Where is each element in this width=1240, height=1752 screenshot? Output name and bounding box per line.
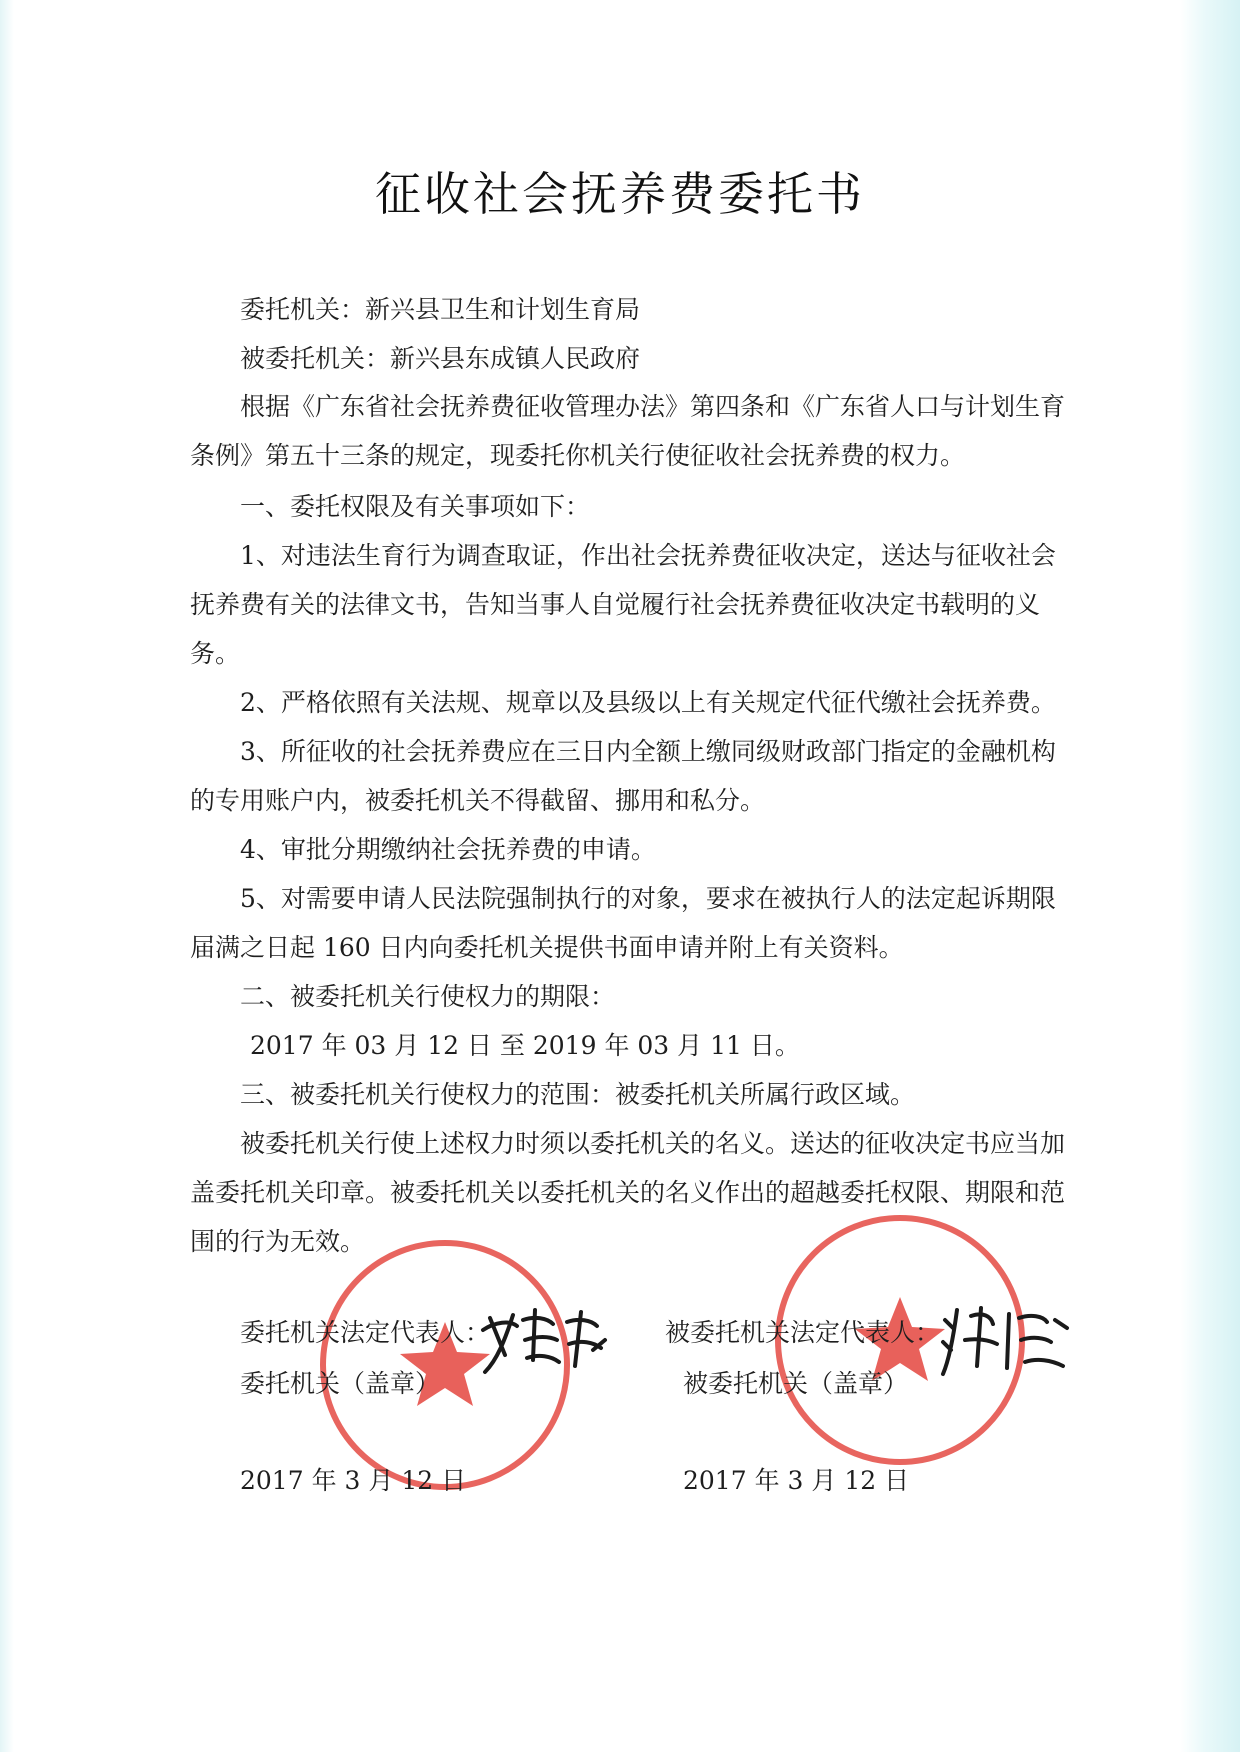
item1-line-3: 务。 <box>190 639 241 668</box>
item3-line-2: 的专用账户内，被委托机关不得截留、挪用和私分。 <box>190 786 766 815</box>
section3-line: 三、被委托机关行使权力的范围：被委托机关所属行政区域。 <box>240 1080 916 1109</box>
right-handwritten-signature <box>935 1300 1075 1380</box>
right-seal-label: 被委托机关（盖章） <box>683 1369 909 1398</box>
scan-edge-right <box>1180 0 1240 1752</box>
right-date: 2017 年 3 月 12 日 <box>683 1466 910 1495</box>
right-rep-label: 被委托机关法定代表人： <box>665 1318 941 1347</box>
item5-line-2: 届满之日起 160 日内向委托机关提供书面申请并附上有关资料。 <box>190 933 904 962</box>
principal-line: 委托机关：新兴县卫生和计划生育局 <box>240 295 641 324</box>
item4-line: 4、审批分期缴纳社会抚养费的申请。 <box>240 835 656 864</box>
item5-line-1: 5、对需要申请人民法院强制执行的对象，要求在被执行人的法定起诉期限 <box>240 884 1056 913</box>
left-date: 2017 年 3 月 12 日 <box>240 1466 467 1495</box>
item1-line-1: 1、对违法生育行为调查取证，作出社会抚养费征收决定，送达与征收社会 <box>240 541 1056 570</box>
note-line-2: 盖委托机关印章。被委托机关以委托机关的名义作出的超越委托权限、期限和范 <box>190 1178 1066 1207</box>
item3-line-1: 3、所征收的社会抚养费应在三日内全额上缴同级财政部门指定的金融机构 <box>240 737 1056 766</box>
item1-line-2: 抚养费有关的法律文书，告知当事人自觉履行社会抚养费征收决定书载明的义 <box>190 590 1041 619</box>
left-handwritten-signature <box>475 1300 610 1380</box>
item2-line: 2、严格依照有关法规、规章以及县级以上有关规定代征代缴社会抚养费。 <box>240 688 1056 717</box>
agent-line: 被委托机关：新兴县东成镇人民政府 <box>240 344 641 373</box>
left-rep-label: 委托机关法定代表人： <box>240 1318 491 1347</box>
note-line-1: 被委托机关行使上述权力时须以委托机关的名义。送达的征收决定书应当加 <box>240 1129 1066 1158</box>
scan-edge-left <box>0 0 14 1752</box>
note-line-3: 围的行为无效。 <box>190 1227 366 1256</box>
basis-line-2: 条例》第五十三条的规定，现委托你机关行使征收社会抚养费的权力。 <box>190 441 966 470</box>
section2-heading: 二、被委托机关行使权力的期限： <box>240 982 616 1011</box>
left-seal-label: 委托机关（盖章） <box>240 1369 441 1398</box>
document-title: 征收社会抚养费委托书 <box>375 167 865 221</box>
period-line: 2017 年 03 月 12 日 至 2019 年 03 月 11 日。 <box>250 1031 800 1060</box>
basis-line-1: 根据《广东省社会抚养费征收管理办法》第四条和《广东省人口与计划生育 <box>240 392 1066 421</box>
section1-heading: 一、委托权限及有关事项如下： <box>240 492 591 521</box>
